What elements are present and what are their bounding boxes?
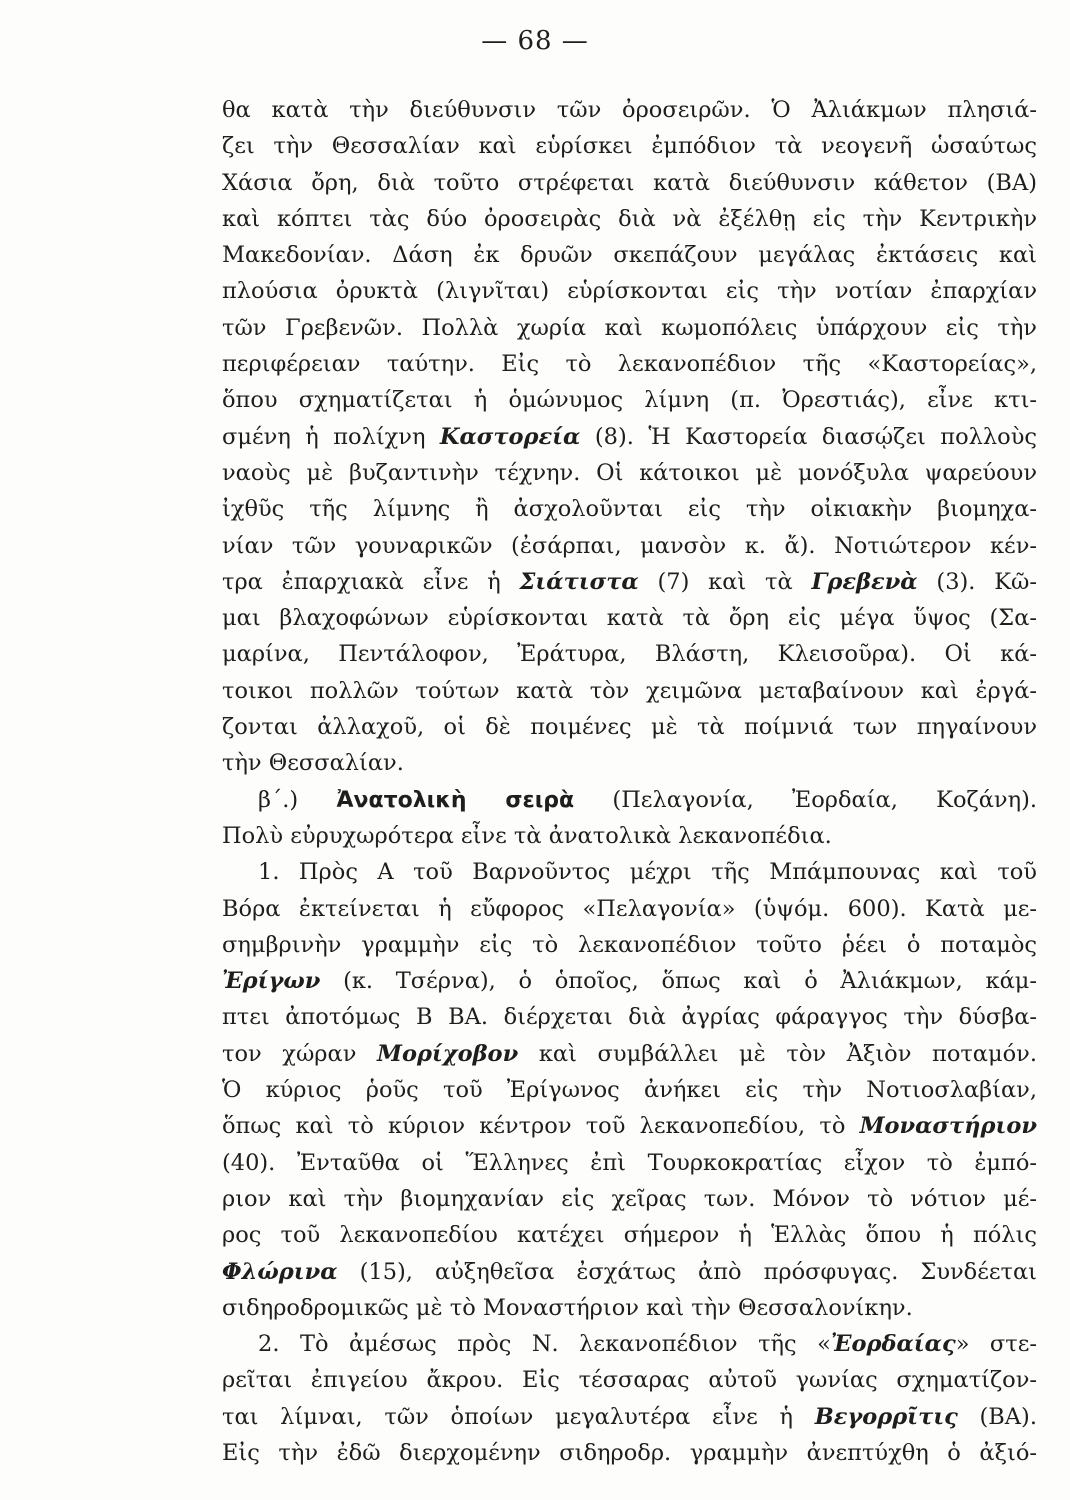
text-run: τῶν Γρεβενῶν. Πολλὰ χωρία καὶ κωμοπόλεις ὑπάρχουν εἰς τὴν [222, 314, 1037, 341]
text-run: 1. Πρὸς Α τοῦ Βαρνοῦντος μέχρι τῆς Μπάμπουνας καὶ τοῦ [258, 859, 1037, 886]
text-line [222, 854, 1037, 890]
text-line [222, 600, 1037, 636]
text-run: Μακεδονίαν. Δάση ἐκ δρυῶν σκεπάζουν μεγάλας ἐκτάσεις καὶ [222, 242, 1037, 269]
text-run: νίαν τῶν γουναρικῶν (ἐσάρπαι, μανσὸν κ. ἄ). Νοτιώτερον κέν- [222, 532, 1037, 559]
text-run: ζει τὴν Θεσσαλίαν καὶ εὑρίσκει ἐμπόδιον τὰ νεογενῆ ὡσαύτως [222, 133, 1037, 160]
text-run: ται λίμναι, τῶν ὁποίων μεγαλυτέρα εἶνε ἡ [222, 1403, 815, 1430]
text-run: πλούσια ὀρυκτὰ (λιγνῖται) εὑρίσκονται εἰς τὴν νοτίαν ἐπαρχίαν [222, 278, 1037, 305]
text-run: τρα ἐπαρχιακὰ εἶνε ἡ [222, 568, 520, 595]
text-line [222, 1036, 1037, 1072]
text-line [222, 745, 1037, 781]
text-run: (3). Κῶ- [917, 568, 1037, 595]
text-run: περιφέρειαν ταύτην. Εἰς τὸ λεκανοπέδιον τῆς «Καστορείας», [222, 351, 1037, 378]
text-run: (ΒΑ). [957, 1403, 1037, 1430]
text-line [222, 709, 1037, 745]
place-name-kastoreia: Καστορεία [439, 423, 581, 450]
text-run: ριον καὶ τὴν βιομηχανίαν εἰς χεῖρας των. Μόνον τὸ νότιον μέ- [222, 1185, 1037, 1212]
text-run: σημβρινὴν γραμμὴν εἰς τὸ λεκανοπέδιον τοῦτο ῥέει ὁ ποταμὸς [222, 931, 1037, 958]
text-line [222, 419, 1037, 455]
text-line [222, 636, 1037, 672]
text-run: θα κατὰ τὴν διεύθυνσιν τῶν ὀροσειρῶν. Ὁ Ἀλιάκμων πλησιά- [222, 97, 1037, 123]
text-run: καὶ κόπτει τὰς δύο ὀροσειρὰς διὰ νὰ ἐξέλθῃ εἰς τὴν Κεντρικὴν [222, 205, 1037, 232]
text-run: ὅπως καὶ τὸ κύριον κέντρον τοῦ λεκανοπεδίου, τὸ [222, 1113, 860, 1140]
text-line [222, 1435, 1037, 1471]
text-run: μαι βλαχοφώνων εὑρίσκονται κατὰ τὰ ὄρη εἰς μέγα ὕψος (Σα- [222, 605, 1037, 632]
place-name-grevena: Γρεβενὰ [811, 568, 918, 595]
text-line [222, 273, 1037, 309]
text-run: (40). Ἐνταῦθα οἱ Ἕλληνες ἐπὶ Τουρκοκρατίας εἶχον τὸ ἐμπό- [222, 1149, 1037, 1176]
text-line [222, 128, 1037, 164]
text-line [222, 1217, 1037, 1253]
text-line [222, 237, 1037, 273]
text-line [222, 528, 1037, 564]
region-name-eordaia: Ἐορδαίας [830, 1331, 956, 1358]
text-run: πτει ἀποτόμως Β ΒΑ. διέρχεται διὰ ἀγρίας φάραγγος τὴν δύσβα- [222, 1004, 1037, 1031]
text-line [222, 1181, 1037, 1217]
text-run: ναοὺς μὲ βυζαντινὴν τέχνην. Οἱ κάτοικοι μὲ μονόξυλα ψαρεύουν [222, 459, 1037, 486]
text-line [222, 165, 1037, 201]
text-line [222, 1290, 1037, 1326]
text-line [222, 1072, 1037, 1108]
place-name-siatista: Σιάτιστα [519, 568, 639, 595]
text-run: τὴν Θεσσαλίαν. [222, 750, 404, 777]
text-run: τοικοι πολλῶν τούτων κατὰ τὸν χειμῶνα μεταβαίνουν καὶ ἐργά- [222, 677, 1037, 704]
text-run: (15), αὐξηθεῖσα ἐσχάτως ἀπὸ πρόσφυγας. Συνδέεται [337, 1258, 1037, 1285]
place-name-florina: Φλώρινα [222, 1258, 338, 1285]
text-line [222, 818, 1037, 854]
text-run: Εἰς τὴν ἐδῶ διερχομένην σιδηροδρ. γραμμὴν ἀνεπτύχθη ὁ ἀξιό- [222, 1439, 1037, 1466]
text-run: » στε- [955, 1331, 1037, 1358]
text-line [222, 927, 1037, 963]
section-heading: Ἀνατολικὴ σειρὰ [336, 787, 575, 813]
body-text [222, 92, 1037, 1471]
text-run: ζονται ἀλλαχοῦ, οἱ δὲ ποιμένες μὲ τὰ ποίμνιά των πηγαίνουν [222, 714, 1037, 741]
text-run: Ὁ κύριος ῥοῦς τοῦ Ἐρίγωνος ἀνήκει εἰς τὴν Νοτιοσλαβίαν, [222, 1077, 1037, 1104]
text-run: ρεῖται ἐπιγείου ἄκρου. Εἰς τέσσαρας αὐτοῦ γωνίας σχηματίζον- [222, 1367, 1037, 1394]
text-run: (Πελαγονία, Ἐορδαία, Κοζάνη). [574, 786, 1038, 813]
text-line [222, 673, 1037, 709]
text-run: 2. Τὸ ἀμέσως πρὸς Ν. λεκανοπέδιον τῆς « [258, 1331, 831, 1358]
text-line [222, 963, 1037, 999]
text-run: (κ. Τσέρνα), ὁ ὁποῖος, ὅπως καὶ ὁ Ἀλιάκμων, κάμ- [320, 968, 1037, 995]
section-heading-line [222, 782, 1037, 818]
text-run: (8). Ἡ Καστορεία διασῴζει πολλοὺς [580, 423, 1037, 450]
text-run: σιδηροδρομικῶς μὲ τὸ Μοναστήριον καὶ τὴν Θεσσαλονίκην. [222, 1294, 913, 1321]
text-run: τον χώραν [222, 1040, 378, 1067]
text-run: (7) καὶ τὰ [638, 568, 812, 595]
lake-name-vegorritis: Βεγορρῖτις [814, 1403, 958, 1430]
text-line [222, 1326, 1037, 1362]
region-name-morichovon: Μορίχοβον [377, 1040, 519, 1067]
text-line [222, 201, 1037, 237]
page-number: — 68 — [481, 26, 589, 56]
text-run: καὶ συμβάλλει μὲ τὸν Ἀξιὸν ποταμόν. [518, 1040, 1037, 1067]
text-run: Πολὺ εὐρυχωρότερα εἶνε τὰ ἀνατολικὰ λεκανοπέδια. [222, 822, 832, 849]
text-line [222, 455, 1037, 491]
text-line [222, 346, 1037, 382]
text-line [222, 92, 1037, 128]
text-line [222, 1145, 1037, 1181]
text-line [222, 1362, 1037, 1398]
text-run: ρος τοῦ λεκανοπεδίου κατέχει σήμερον ἡ Ἑλλὰς ὅπου ἡ πόλις [222, 1222, 1037, 1249]
place-name-monastirion: Μοναστήριον [859, 1113, 1037, 1140]
text-run: Χάσια ὄρη, διὰ τοῦτο στρέφεται κατὰ διεύθυνσιν κάθετον (ΒΑ) [222, 169, 1037, 196]
text-line [222, 999, 1037, 1035]
text-line [222, 1254, 1037, 1290]
text-line [222, 891, 1037, 927]
text-run: Βόρα ἐκτείνεται ἡ εὔφορος «Πελαγονία» (ὑψόμ. 600). Κατὰ με- [222, 895, 1037, 922]
text-line [222, 310, 1037, 346]
text-line [222, 491, 1037, 527]
text-line [222, 1399, 1037, 1435]
text-line [222, 382, 1037, 418]
text-run: ὅπου σχηματίζεται ἡ ὁμώνυμος λίμνη (π. Ὀρεστιάς), εἶνε κτι- [222, 387, 1037, 414]
text-run: ἰχθῦς τῆς λίμνης ἢ ἀσχολοῦνται εἰς τὴν οἰκιακὴν βιομηχα- [222, 496, 1037, 523]
text-line [222, 564, 1037, 600]
river-name-erigon: Ἐρίγων [222, 968, 321, 995]
text-run: β´.) [258, 786, 337, 813]
text-run: μαρίνα, Πεντάλοφον, Ἐράτυρα, Βλάστη, Κλεισοῦρα). Οἱ κά- [222, 641, 1037, 668]
text-run: σμένη ἡ πολίχνη [222, 423, 440, 450]
text-line [222, 1108, 1037, 1144]
